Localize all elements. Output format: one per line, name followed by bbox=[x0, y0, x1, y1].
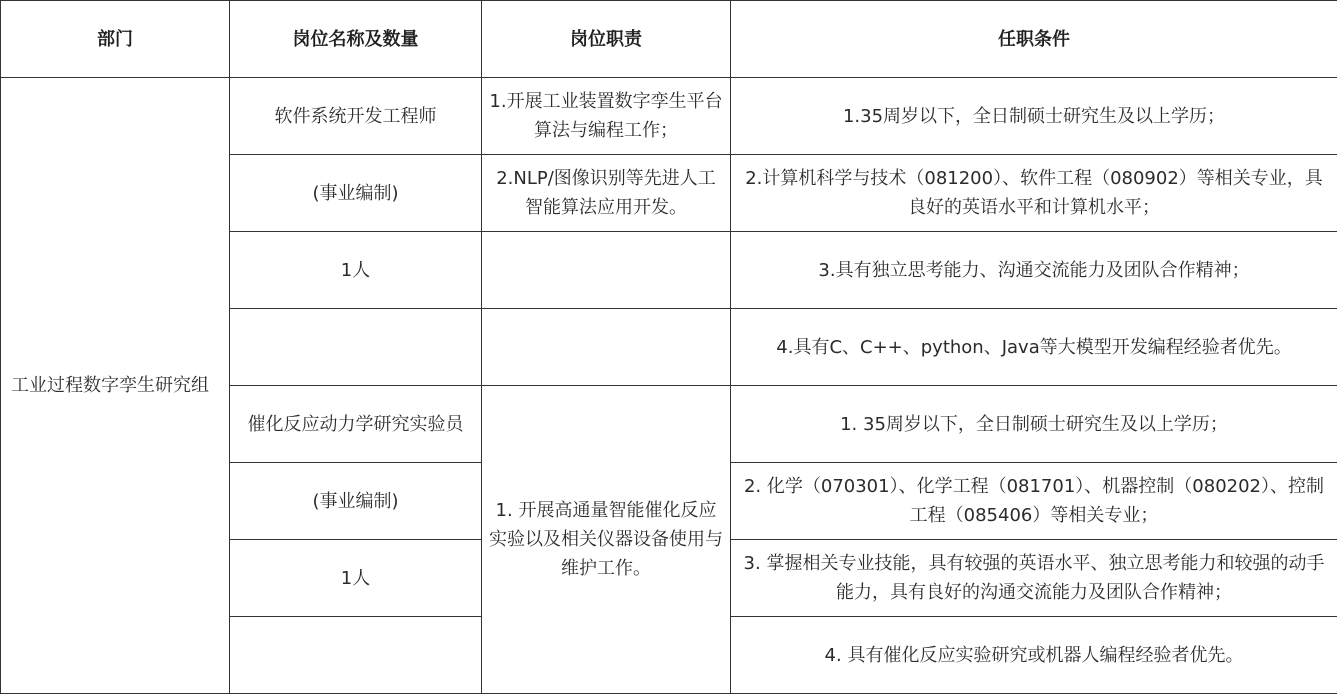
requirement-cell: 1.35周岁以下，全日制硕士研究生及以上学历； bbox=[731, 78, 1337, 155]
position-cell-empty bbox=[230, 309, 482, 386]
duty-cell-empty bbox=[482, 309, 731, 386]
requirement-cell: 4.具有C、C++、python、Java等大模型开发编程经验者优先。 bbox=[731, 309, 1337, 386]
duty-cell: 2.NLP/图像识别等先进人工智能算法应用开发。 bbox=[482, 155, 731, 232]
requirement-cell: 1. 35周岁以下，全日制硕士研究生及以上学历； bbox=[731, 386, 1337, 463]
position-cell-empty bbox=[230, 617, 482, 694]
header-requirements: 任职条件 bbox=[731, 1, 1337, 78]
requirement-cell: 3. 掌握相关专业技能，具有较强的英语水平、独立思考能力和较强的动手能力，具有良好的沟通交流能力及团队合作精神； bbox=[731, 540, 1337, 617]
header-duties: 岗位职责 bbox=[482, 1, 731, 78]
requirement-cell: 4. 具有催化反应实验研究或机器人编程经验者优先。 bbox=[731, 617, 1337, 694]
header-dept: 部门 bbox=[1, 1, 230, 78]
table-row bbox=[1, 78, 1337, 155]
position-type-cell: (事业编制) bbox=[230, 155, 482, 232]
duty-cell-empty bbox=[482, 232, 731, 309]
requirement-cell: 3.具有独立思考能力、沟通交流能力及团队合作精神； bbox=[731, 232, 1337, 309]
header-position: 岗位名称及数量 bbox=[230, 1, 482, 78]
duty-cell: 1.开展工业装置数字孪生平台算法与编程工作； bbox=[482, 78, 731, 155]
position-name-cell: 催化反应动力学研究实验员 bbox=[230, 386, 482, 463]
requirement-cell: 2.计算机科学与技术（081200）、软件工程（080902）等相关专业，具良好的英语水平和计算机水平； bbox=[731, 155, 1337, 232]
position-type-cell: (事业编制) bbox=[230, 463, 482, 540]
requirement-cell: 2. 化学（070301）、化学工程（081701）、机器控制（080202）、控制工程（085406）等相关专业； bbox=[731, 463, 1337, 540]
department-cell: 工业过程数字孪生研究组 bbox=[1, 78, 230, 694]
position-name-cell: 软件系统开发工程师 bbox=[230, 78, 482, 155]
position-count-cell: 1人 bbox=[230, 540, 482, 617]
duty-cell: 1. 开展高通量智能催化反应实验以及相关仪器设备使用与维护工作。 bbox=[482, 386, 731, 694]
position-count-cell: 1人 bbox=[230, 232, 482, 309]
header-row bbox=[1, 1, 1337, 78]
